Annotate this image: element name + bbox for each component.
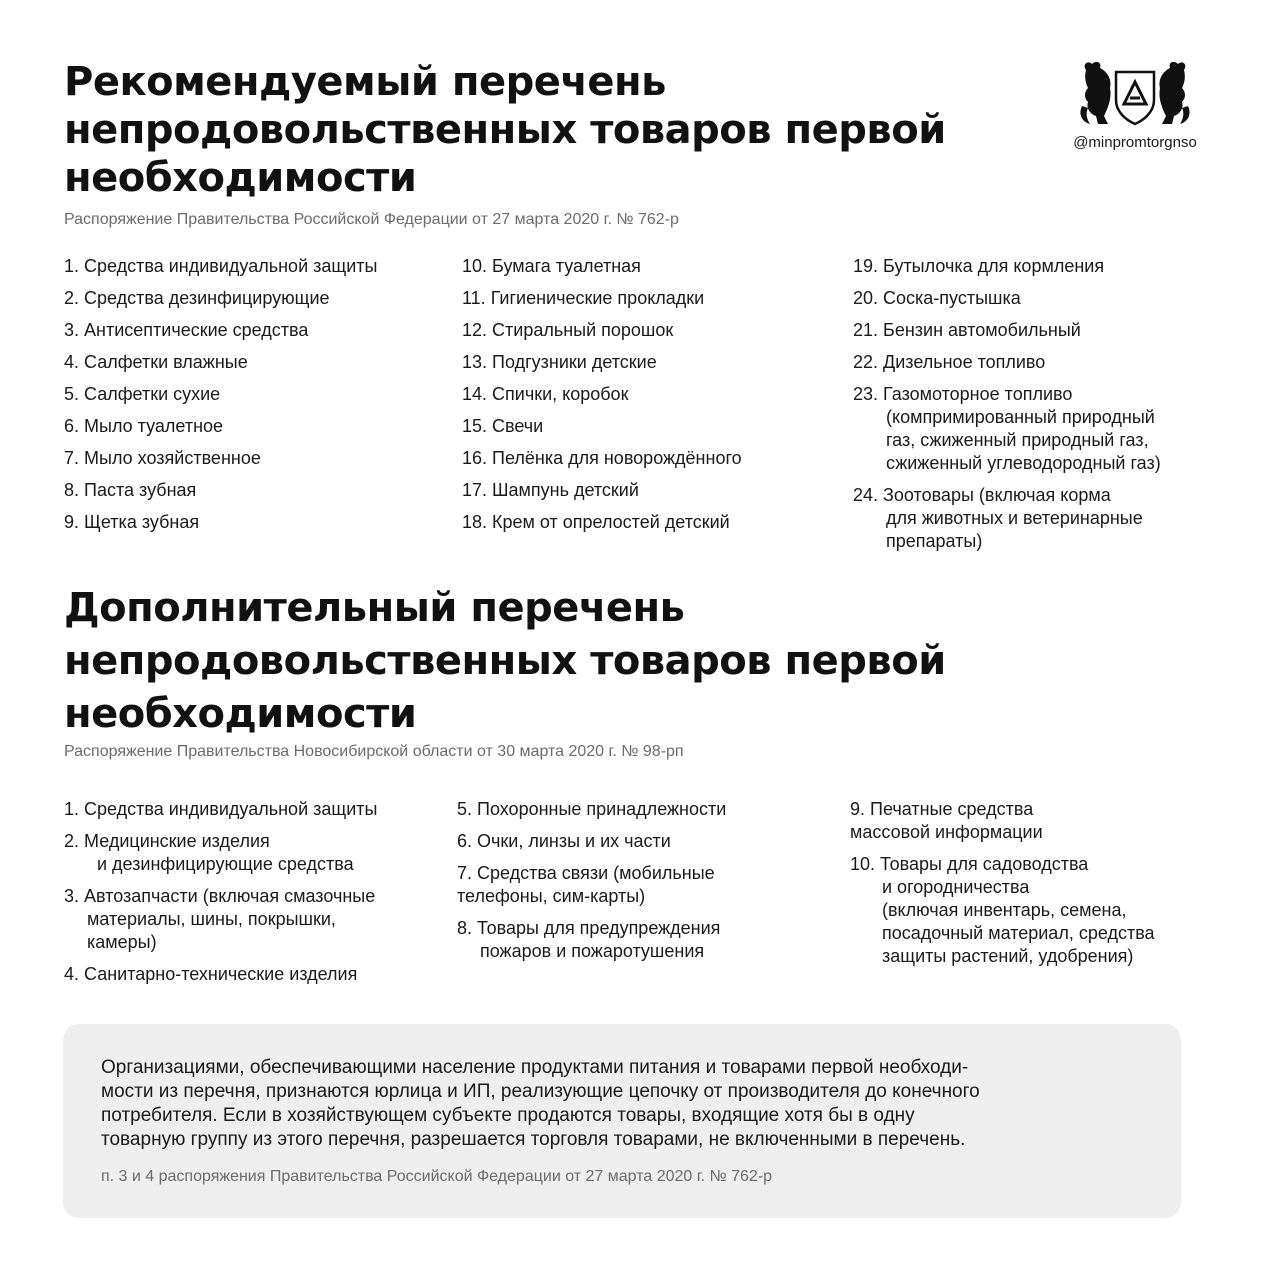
list-item: 22. Дизельное топливо xyxy=(853,352,1046,372)
section2-col3 xyxy=(850,798,1250,977)
section1-title-line: непродовольственных товаров первой xyxy=(64,107,946,153)
section2-title-line: Дополнительный перечень xyxy=(64,585,685,631)
section1-source: Распоряжение Правительства Российской Федерации от 27 марта 2020 г. № 762-р xyxy=(64,211,679,228)
info-note-box xyxy=(63,1024,1181,1218)
section2-col2 xyxy=(457,798,837,972)
section2-source: Распоряжение Правительства Новосибирской области от 30 марта 2020 г. № 98-рп xyxy=(64,743,684,760)
list-item: 1. Средства индивидуальной защиты xyxy=(64,256,378,276)
info-note-source: п. 3 и 4 распоряжения Правительства Российской Федерации от 27 марта 2020 г. № 762-р xyxy=(101,1168,773,1185)
list-item: 5. Похоронные принадлежности xyxy=(457,799,727,819)
list-item: 6. Мыло туалетное xyxy=(64,416,224,436)
list-item: 3. Антисептические средства xyxy=(64,320,309,340)
list-item: 12. Стиральный порошок xyxy=(462,320,674,340)
section2-title-line: непродовольственных товаров первой xyxy=(64,638,946,684)
list-item: 14. Спички, коробок xyxy=(462,384,629,404)
list-item: 16. Пелёнка для новорождённого xyxy=(462,448,742,468)
list-item: 9. Щетка зубная xyxy=(64,512,200,532)
list-item: 17. Шампунь детский xyxy=(462,480,639,500)
section1-title xyxy=(64,58,1024,202)
list-item: 9. Печатные средства массовой информации xyxy=(850,799,1043,842)
section2-title xyxy=(64,582,1024,741)
section1-title-line: необходимости xyxy=(64,155,417,201)
list-item: 2. Средства дезинфицирующие xyxy=(64,288,330,308)
section2-title-line: необходимости xyxy=(64,691,417,737)
section1-col1 xyxy=(64,255,444,543)
section2-col1 xyxy=(64,798,444,995)
info-note-text: Организациями, обеспечивающими население продуктами питания и товарами первой необходи- мости из перечня, признаются юрлица и ИП, реализующие цепочку от производителя до конечного потребителя. Если в хозяйствующем субъекте продаются товары, входящие хотя бы в одну товарную группу из этого перечня, разрешается торговля товарами, не включенными в перечень. xyxy=(101,1057,980,1150)
list-item: 5. Салфетки сухие xyxy=(64,384,221,404)
list-item: 3. Автозапчасти (включая смазочные материалы, шины, покрышки, камеры) xyxy=(64,886,376,952)
list-item: 1. Средства индивидуальной защиты xyxy=(64,799,378,819)
list-item: 20. Соска-пустышка xyxy=(853,288,1021,308)
list-item: 10. Товары для садоводства и огородничества (включая инвентарь, семена, посадочный материал, средства защиты растений, удобрения) xyxy=(850,854,1155,966)
list-item: 7. Мыло хозяйственное xyxy=(64,448,261,468)
list-item: 6. Очки, линзы и их части xyxy=(457,831,671,851)
section1-col2 xyxy=(462,255,842,543)
social-handle: @minpromtorgnso xyxy=(1073,134,1197,151)
list-item: 24. Зоотовары (включая корма для животных и ветеринарные препараты) xyxy=(853,485,1143,551)
list-item: 21. Бензин автомобильный xyxy=(853,320,1081,340)
list-item: 7. Средства связи (мобильные телефоны, сим-карты) xyxy=(457,863,715,906)
list-item: 8. Товары для предупреждения пожаров и пожаротушения xyxy=(457,918,721,961)
coat-of-arms-icon xyxy=(1078,58,1192,128)
list-item: 2. Медицинские изделия и дезинфицирующие средства xyxy=(64,831,354,874)
list-item: 8. Паста зубная xyxy=(64,480,197,500)
list-item: 4. Санитарно-технические изделия xyxy=(64,964,358,984)
list-item: 18. Крем от опрелостей детский xyxy=(462,512,730,532)
list-item: 13. Подгузники детские xyxy=(462,352,657,372)
section1-title-line: Рекомендуемый перечень xyxy=(64,59,666,105)
list-item: 4. Салфетки влажные xyxy=(64,352,248,372)
list-item: 23. Газомоторное топливо (компримированный природный газ, сжиженный природный газ, сжиженный углеводородный газ) xyxy=(853,384,1161,473)
list-item: 11. Гигиенические прокладки xyxy=(462,288,705,308)
list-item: 15. Свечи xyxy=(462,416,544,436)
list-item: 19. Бутылочка для кормления xyxy=(853,256,1105,276)
section1-col3 xyxy=(853,255,1233,562)
list-item: 10. Бумага туалетная xyxy=(462,256,641,276)
